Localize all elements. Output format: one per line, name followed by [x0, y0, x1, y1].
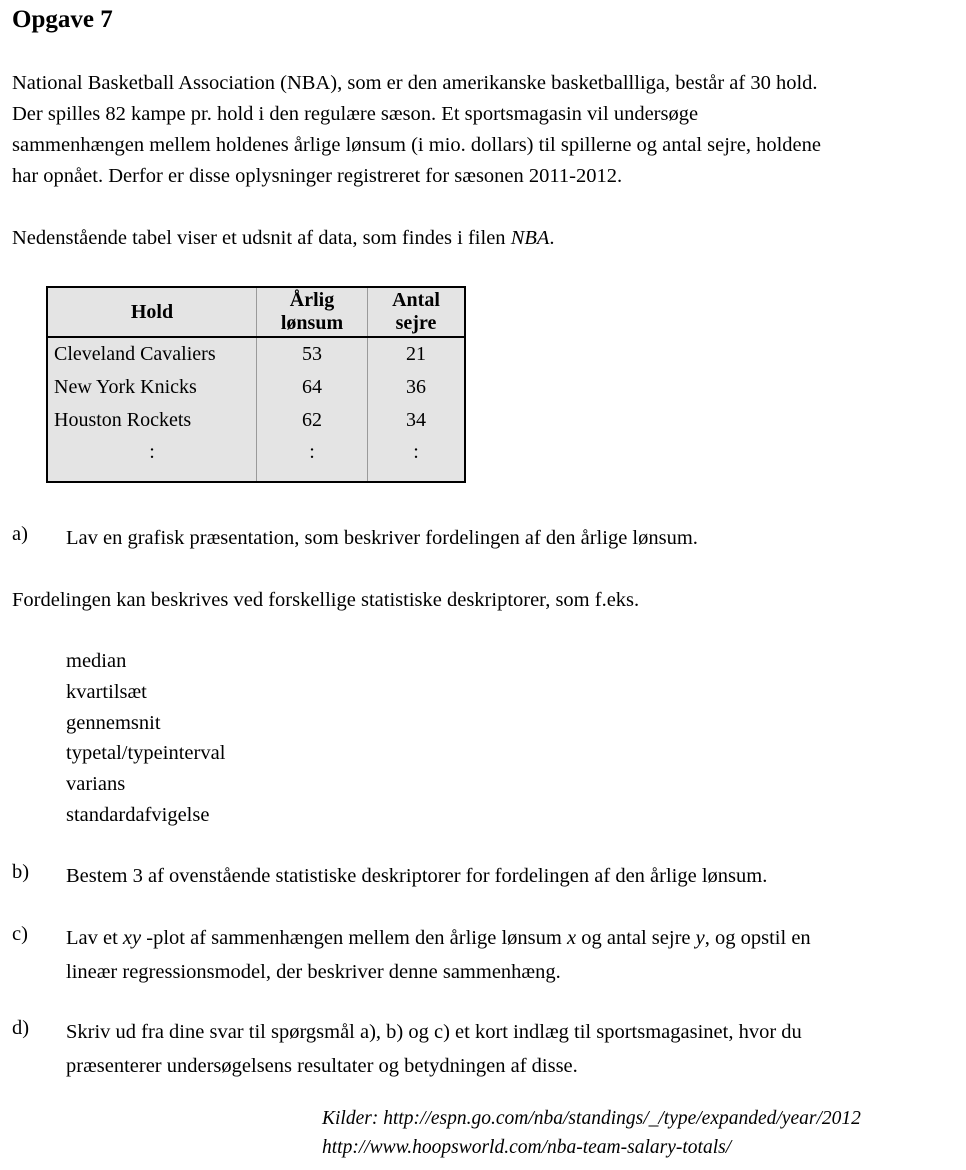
table-row	[47, 371, 465, 404]
descriptor-list	[66, 646, 225, 831]
table-row	[47, 337, 465, 371]
intro-line: Der spilles 82 kampe pr. hold i den regulære sæson. Et sportsmagasin vil undersøge	[12, 103, 699, 125]
question-d-line2: præsenterer undersøgelsens resultater og betydningen af disse.	[66, 1055, 578, 1077]
question-c-text	[66, 921, 956, 989]
question-c-part: Lav et	[66, 927, 123, 949]
header-wins-line1: Antal	[392, 289, 440, 311]
intro-paragraph	[12, 68, 957, 192]
cell-salary: 64	[257, 371, 368, 404]
question-c-part: og antal sejre	[576, 927, 696, 949]
question-a-text: Lav en grafisk præsentation, som beskriver fordelingen af den årlige lønsum.	[66, 527, 698, 549]
cell-wins: 36	[406, 376, 426, 398]
intro-line: National Basketball Association (NBA), som er den amerikanske basketballliga, består af 30 hold.	[12, 72, 818, 94]
cell-wins: 21	[406, 343, 426, 365]
cell-salary: 53	[257, 337, 368, 371]
table-intro-text: Nedenstående tabel viser et udsnit af data, som findes i filen	[12, 227, 511, 249]
variable-xy: xy	[122, 927, 142, 949]
question-c-part: , og opstil en	[704, 927, 811, 949]
header-salary-line1: Årlig	[289, 289, 335, 311]
cell-team: :	[47, 437, 257, 482]
table-row-ellipsis	[47, 437, 465, 482]
cell-wins: :	[413, 440, 419, 463]
header-wins-line2: sejre	[395, 312, 437, 334]
question-a-letter: a)	[12, 523, 28, 545]
list-item: standardafvigelse	[66, 803, 210, 826]
intro-line: sammenhængen mellem holdenes årlige lønsum (i mio. dollars) til spillerne og antal sejre, holdene	[12, 134, 821, 156]
header-wins	[368, 287, 466, 337]
header-salary-line2: lønsum	[280, 312, 344, 334]
variable-x: x	[566, 927, 577, 949]
cell-salary: 62	[257, 404, 368, 437]
table-intro-end: .	[549, 227, 555, 249]
header-salary	[257, 287, 368, 337]
list-item: typetal/typeinterval	[66, 742, 226, 765]
data-table	[46, 286, 466, 483]
question-d-line1: Skriv ud fra dine svar til spørgsmål a), b) og c) et kort indlæg til sportsmagasinet, hvor du	[66, 1021, 802, 1043]
question-c-line1	[66, 921, 956, 955]
descriptor-intro: Fordelingen kan beskrives ved forskellige statistiske deskriptorer, som f.eks.	[12, 589, 640, 611]
file-name: NBA	[510, 227, 550, 249]
sources	[322, 1104, 861, 1162]
cell-team: Cleveland Cavaliers	[47, 337, 257, 371]
table-header-row	[47, 287, 465, 337]
question-b-text: Bestem 3 af ovenstående statistiske deskriptorer for fordelingen af den årlige lønsum.	[66, 865, 768, 887]
cell-wins: 34	[406, 409, 426, 431]
list-item: kvartilsæt	[66, 680, 147, 703]
list-item: gennemsnit	[66, 711, 161, 734]
exercise-title: Opgave 7	[12, 6, 113, 33]
question-c-part: -plot af sammenhængen mellem den årlige lønsum	[141, 927, 567, 949]
question-c-letter: c)	[12, 923, 28, 945]
list-item: median	[66, 650, 127, 672]
cell-salary: :	[257, 437, 368, 482]
header-team: Hold	[47, 287, 257, 337]
cell-team: Houston Rockets	[47, 404, 257, 437]
list-item: varians	[66, 773, 126, 796]
intro-line: har opnået. Derfor er disse oplysninger registreret for sæsonen 2011-2012.	[12, 165, 623, 187]
question-d-letter: d)	[12, 1017, 30, 1039]
question-c-line2: lineær regressionsmodel, der beskriver denne sammenhæng.	[66, 961, 561, 983]
table-intro	[12, 223, 957, 254]
question-d-text	[66, 1015, 956, 1083]
source-line: Kilder: http://espn.go.com/nba/standings/_/type/expanded/year/2012	[322, 1108, 861, 1129]
variable-y: y	[695, 927, 705, 949]
table-row	[47, 404, 465, 437]
question-b-letter: b)	[12, 861, 30, 883]
cell-team: New York Knicks	[47, 371, 257, 404]
source-line: http://www.hoopsworld.com/nba-team-salary-totals/	[322, 1137, 732, 1158]
